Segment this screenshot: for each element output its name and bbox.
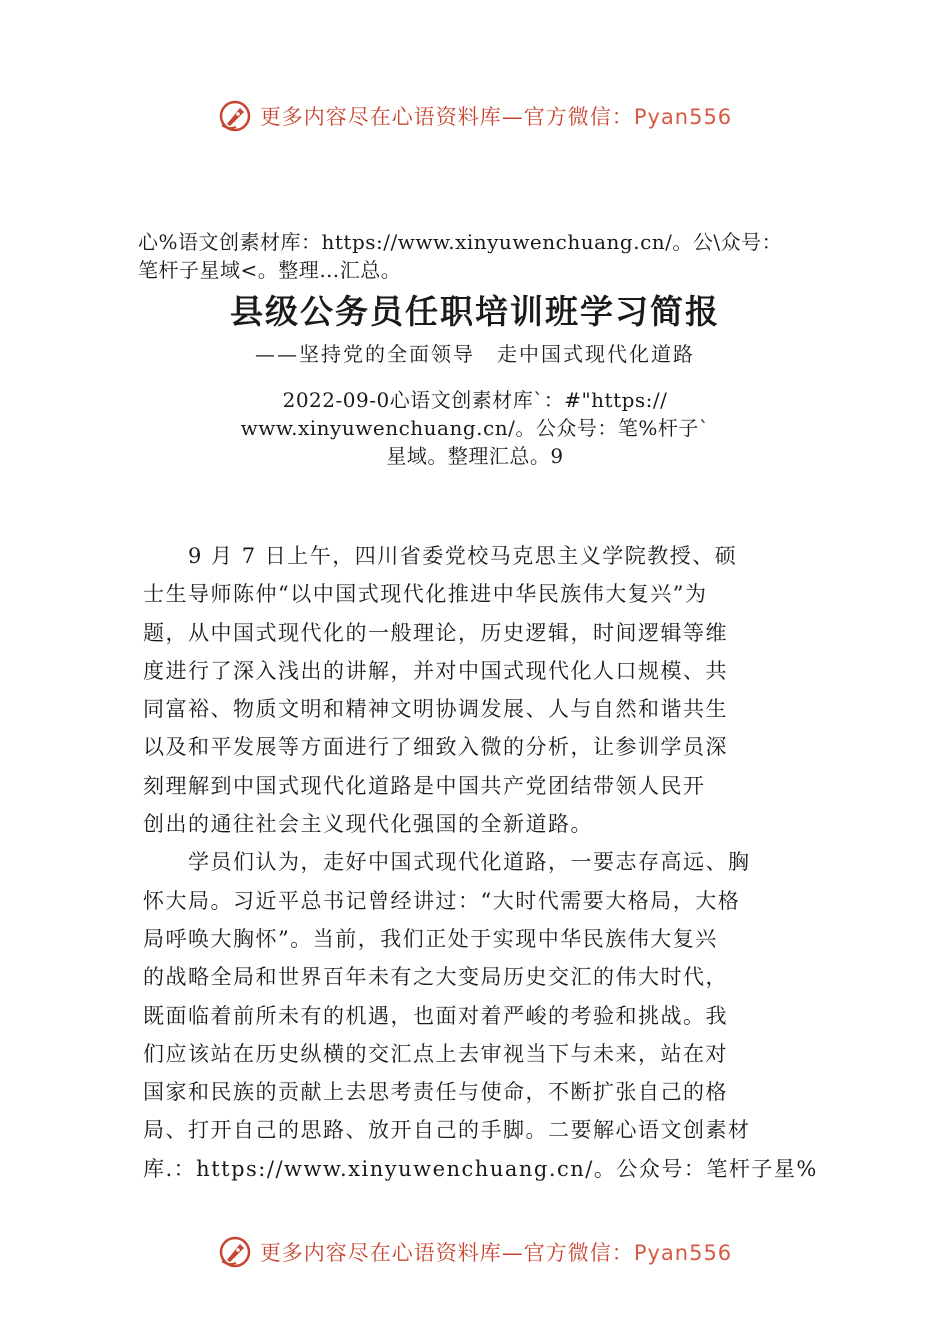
body-line: 学员们认为，走好中国式现代化道路，一要志存高远、胸 xyxy=(143,850,751,875)
body-line: 创出的通往社会主义现代化强国的全新道路。 xyxy=(143,812,593,837)
page-title: 县级公务员任职培训班学习简报 xyxy=(230,292,720,331)
pen-nib-logo-icon xyxy=(218,1235,252,1269)
body-line: 库.：https://www.xinyuwenchuang.cn/。公众号：笔杆子星% xyxy=(143,1156,818,1181)
source-note xyxy=(138,228,838,284)
wechat-handle: Pyan556 xyxy=(633,105,733,129)
body-line: 刻理解到中国式现代化道路是中国共产党团结带领人民开 xyxy=(143,773,706,798)
body-line: 以及和平发展等方面进行了细致入微的分析，让参训学员深 xyxy=(143,735,728,760)
body-line: 同富裕、物质文明和精神文明协调发展、人与自然和谐共生 xyxy=(143,697,728,722)
article-body xyxy=(143,537,823,1188)
date-line-part: 2022-09-0心语文创素材库`：#"https:// xyxy=(282,388,668,412)
body-line: 的战略全局和世界百年未有之大变局历史交汇的伟大时代， xyxy=(143,965,728,990)
body-line: 既面临着前所未有的机遇，也面对着严峻的考验和挑战。我 xyxy=(143,1003,728,1028)
watermark-text: 更多内容尽在心语资料库—官方微信：Pyan556 xyxy=(259,105,733,129)
body-line: 怀大局。习近平总书记曾经讲过：“大时代需要大格局，大格 xyxy=(143,888,741,913)
header-watermark xyxy=(0,96,950,136)
wechat-handle: Pyan556 xyxy=(633,1241,733,1265)
date-line-part: www.xinyuwenchuang.cn/。公众号：笔%杆子` xyxy=(240,416,710,440)
source-line: 笔杆子星域<。整理…汇总。 xyxy=(138,258,402,282)
date-line-part: 星域。整理汇总。9 xyxy=(386,444,564,468)
body-line: 们应该站在历史纵横的交汇点上去审视当下与未来，站在对 xyxy=(143,1041,728,1066)
body-line: 度进行了深入浅出的讲解，并对中国式现代化人口规模、共 xyxy=(143,658,728,683)
body-line: 9 月 7 日上午，四川省委党校马克思主义学院教授、硕 xyxy=(143,544,738,568)
body-line: 题，从中国式现代化的一般理论，历史逻辑，时间逻辑等维 xyxy=(143,620,728,645)
body-line: 国家和民族的贡献上去思考责任与使命，不断扩张自己的格 xyxy=(143,1080,728,1105)
pen-nib-logo-icon xyxy=(218,99,252,133)
body-line: 局呼唤大胸怀”。当前，我们正处于实现中华民族伟大复兴 xyxy=(143,926,718,951)
footer-watermark xyxy=(0,1232,950,1272)
watermark-text: 更多内容尽在心语资料库—官方微信：Pyan556 xyxy=(259,1241,733,1265)
body-line: 局、打开自己的思路、放开自己的手脚。二要解心语文创素材 xyxy=(143,1118,751,1143)
date-line xyxy=(0,386,950,470)
source-line: 心%语文创素材库：https://www.xinyuwenchuang.cn/。公\众号： xyxy=(138,230,783,254)
body-line: 士生导师陈仲“以中国式现代化推进中华民族伟大复兴”为 xyxy=(143,582,708,607)
page-subtitle: ——坚持党的全面领导 走中国式现代化道路 xyxy=(255,342,695,366)
